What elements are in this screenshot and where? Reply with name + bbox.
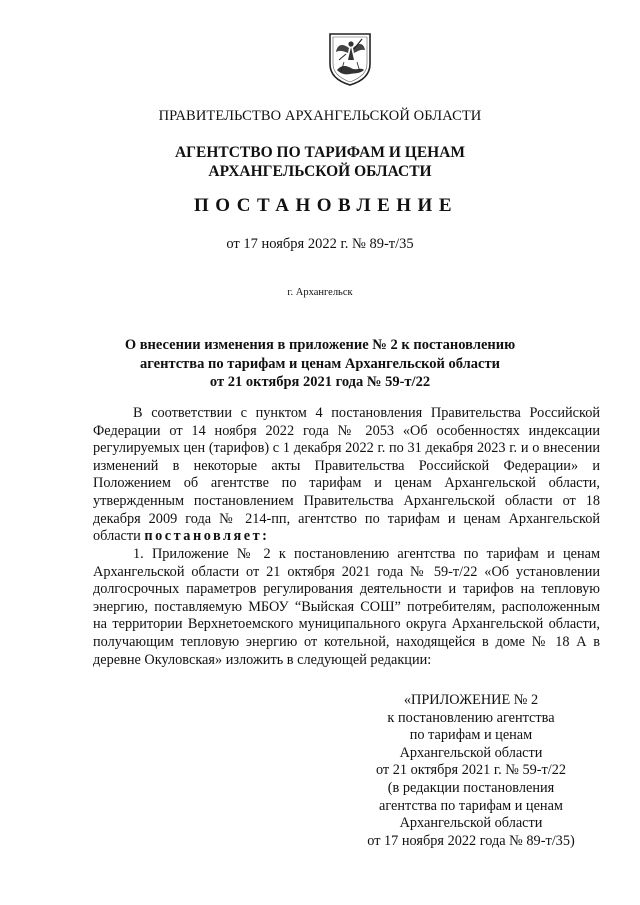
subject-line1: О внесении изменения в приложение № 2 к постановлению	[124, 337, 516, 353]
coat-of-arms-icon	[327, 30, 373, 86]
preamble-paragraph	[93, 405, 600, 546]
appendix-line: к постановлению агентства	[387, 709, 555, 726]
appendix-line: от 21 октября 2021 г. № 59-т/22	[375, 762, 567, 779]
resolves-word: постановляет:	[144, 528, 270, 545]
appendix-line: от 17 ноября 2022 года № 89-т/35)	[367, 832, 575, 849]
clause-1-paragraph	[93, 546, 600, 669]
government-heading: ПРАВИТЕЛЬСТВО АРХАНГЕЛЬСКОЙ ОБЛАСТИ	[158, 108, 482, 124]
clause-1-text: 1. Приложение № 2 к постановлению агентства по тарифам и ценам Архангельской области от 21 октября 2021 года № 59-т/22 «Об установлении долгосрочных параметров регулирования деятельности и тарифов на тепловую энергию, поставляемую МБОУ “Выйская СОШ” потребителям, расположенным на территории Верхнетоемского муниципального округа Архангельской области, получающим тепловую энергию от котельной, находящейся в доме № 18 А в деревне Окуловская» изложить в следующей редакции:	[93, 546, 600, 668]
appendix-line: по тарифам и ценам	[409, 727, 533, 744]
appendix-line: агентства по тарифам и ценам	[379, 797, 563, 814]
appendix-line: Архангельской области	[399, 744, 543, 761]
document-subject	[0, 336, 640, 392]
document-type-title: ПОСТАНОВЛЕНИЕ	[193, 195, 459, 216]
document-city: г. Архангельск	[287, 287, 353, 298]
appendix-line: Архангельской области	[399, 815, 543, 832]
preamble-text: В соответствии с пунктом 4 постановления Правительства Российской Федерации от 14 ноября 2022 года № 2053 «Об особенностях индексации регулируемых цен (тарифов) с 1 декабря 2022 г. по 31 декабря 2023 г. и о внесении изменений в некоторые акты Правительства Российской Федерации» и Положением об агентстве по тарифам и ценам Архангельской области, утвержденным постановлением Правительства Архангельской области от 18 декабря 2009 года № 214-пп, агентство по тарифам и ценам Архангельской области	[93, 405, 600, 545]
document-date-number: от 17 ноября 2022 г. № 89-т/35	[226, 236, 414, 252]
appendix-line: «ПРИЛОЖЕНИЕ № 2	[403, 692, 539, 708]
agency-heading	[0, 143, 640, 181]
appendix-header-block	[330, 692, 612, 850]
subject-line3: от 21 октября 2021 года № 59-т/22	[209, 374, 431, 390]
appendix-line: (в редакции постановления	[387, 779, 555, 796]
subject-line2: агентства по тарифам и ценам Архангельской области	[140, 355, 500, 372]
agency-heading-line1: АГЕНТСТВО ПО ТАРИФАМ И ЦЕНАМ	[174, 144, 466, 161]
agency-heading-line2: АРХАНГЕЛЬСКОЙ ОБЛАСТИ	[208, 163, 432, 180]
